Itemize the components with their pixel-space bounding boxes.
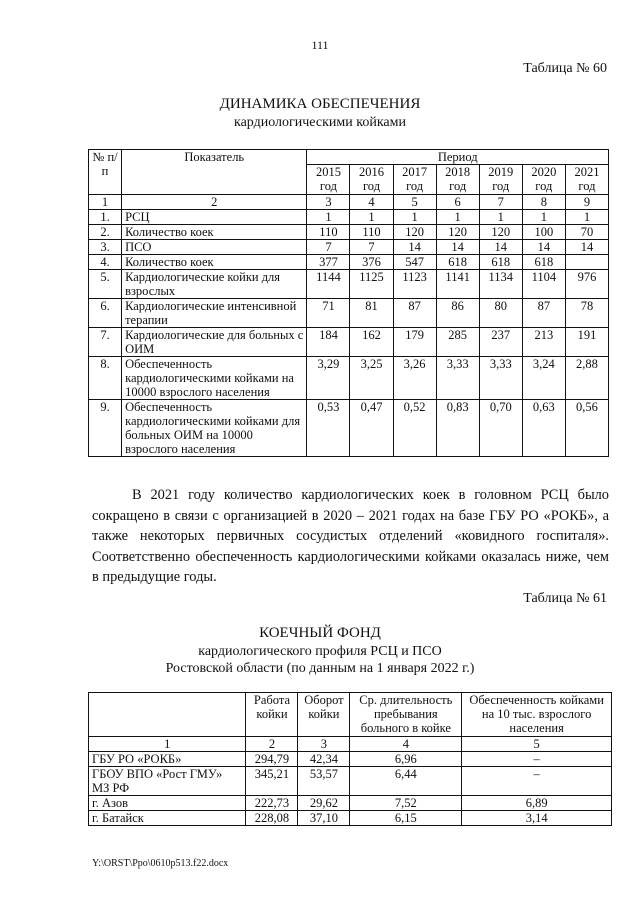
value-cell: 100 [522, 225, 565, 240]
value-cell: 237 [479, 328, 522, 357]
row-label: Обеспеченность кардиологическими койками на 10000 взрослого населения [122, 357, 307, 400]
value-cell: 1134 [479, 270, 522, 299]
value-cell: 1141 [436, 270, 479, 299]
year-header: 2020 год [522, 165, 565, 195]
value-cell: 7,52 [350, 796, 462, 811]
value-cell: 110 [307, 225, 350, 240]
row-label: Кардиологические для больных с ОИМ [122, 328, 307, 357]
value-cell: – [462, 767, 612, 796]
value-cell: – [462, 752, 612, 767]
value-cell: 71 [307, 299, 350, 328]
value-cell: 42,34 [298, 752, 350, 767]
footer-file-path: Y:\ORST\Ppo\0610p513.f22.docx [92, 858, 229, 869]
row-number: 8. [89, 357, 122, 400]
value-cell: 618 [522, 255, 565, 270]
value-cell: 3,33 [436, 357, 479, 400]
row-number: 1. [89, 210, 122, 225]
row-number: 2. [89, 225, 122, 240]
table-row [89, 811, 612, 826]
index-cell: 3 [298, 737, 350, 752]
column-header: Ср. длительность пребывания больного в койке [350, 693, 462, 737]
value-cell: 976 [565, 270, 608, 299]
year-header: 2016 год [350, 165, 393, 195]
row-label: ПСО [122, 240, 307, 255]
row-label: Обеспеченность кардиологическими койками для больных ОИМ на 10000 взрослого населения [122, 400, 307, 457]
value-cell: 1 [522, 210, 565, 225]
value-cell: 87 [393, 299, 436, 328]
value-cell: 70 [565, 225, 608, 240]
header-period: Период [307, 150, 609, 165]
header-indicator: Показатель [122, 150, 307, 195]
table-row [89, 255, 609, 270]
table-row [89, 225, 609, 240]
value-cell: 1 [393, 210, 436, 225]
value-cell: 6,44 [350, 767, 462, 796]
value-cell: 120 [436, 225, 479, 240]
value-cell: 1 [565, 210, 608, 225]
value-cell: 547 [393, 255, 436, 270]
value-cell: 14 [565, 240, 608, 255]
value-cell: 0,56 [565, 400, 608, 457]
value-cell: 3,14 [462, 811, 612, 826]
value-cell: 1 [350, 210, 393, 225]
year-header: 2019 год [479, 165, 522, 195]
table-row [89, 357, 609, 400]
value-cell: 3,33 [479, 357, 522, 400]
row-label: РСЦ [122, 210, 307, 225]
header-empty [89, 693, 246, 737]
year-header: 2021 год [565, 165, 608, 195]
value-cell: 1144 [307, 270, 350, 299]
value-cell: 7 [307, 240, 350, 255]
row-name: ГБУ РО «РОКБ» [89, 752, 246, 767]
row-label: Количество коек [122, 225, 307, 240]
table61-label: Таблица № 61 [523, 591, 607, 606]
table-row [89, 752, 612, 767]
index-cell: 2 [246, 737, 298, 752]
value-cell: 1123 [393, 270, 436, 299]
table-row [89, 328, 609, 357]
row-number: 5. [89, 270, 122, 299]
value-cell: 0,63 [522, 400, 565, 457]
row-number: 9. [89, 400, 122, 457]
value-cell: 191 [565, 328, 608, 357]
table60-subtitle: кардиологическими койками [234, 115, 406, 130]
value-cell: 0,53 [307, 400, 350, 457]
row-label: Кардиологические интенсивной терапии [122, 299, 307, 328]
index-cell: 1 [89, 195, 122, 210]
value-cell: 29,62 [298, 796, 350, 811]
table60 [88, 149, 609, 457]
value-cell: 228,08 [246, 811, 298, 826]
table-row [89, 240, 609, 255]
value-cell: 1104 [522, 270, 565, 299]
value-cell: 162 [350, 328, 393, 357]
index-row [89, 195, 609, 210]
index-cell: 4 [350, 195, 393, 210]
value-cell: 6,89 [462, 796, 612, 811]
value-cell: 179 [393, 328, 436, 357]
value-cell: 0,52 [393, 400, 436, 457]
value-cell: 80 [479, 299, 522, 328]
value-cell: 213 [522, 328, 565, 357]
value-cell: 0,83 [436, 400, 479, 457]
value-cell: 78 [565, 299, 608, 328]
value-cell: 14 [393, 240, 436, 255]
index-row [89, 737, 612, 752]
table-row [89, 400, 609, 457]
value-cell: 81 [350, 299, 393, 328]
row-name: ГБОУ ВПО «Рост ГМУ» МЗ РФ [89, 767, 246, 796]
row-name: г. Азов [89, 796, 246, 811]
table61-subtitle-1: кардиологического профиля РСЦ и ПСО [198, 644, 442, 659]
value-cell [565, 255, 608, 270]
value-cell: 3,25 [350, 357, 393, 400]
value-cell: 1 [307, 210, 350, 225]
row-label: Количество коек [122, 255, 307, 270]
row-number: 7. [89, 328, 122, 357]
index-cell: 6 [436, 195, 479, 210]
index-cell: 2 [122, 195, 307, 210]
value-cell: 86 [436, 299, 479, 328]
value-cell: 7 [350, 240, 393, 255]
value-cell: 0,47 [350, 400, 393, 457]
value-cell: 120 [479, 225, 522, 240]
value-cell: 110 [350, 225, 393, 240]
value-cell: 0,70 [479, 400, 522, 457]
value-cell: 3,24 [522, 357, 565, 400]
table-row [89, 210, 609, 225]
column-header: Обеспеченность койками на 10 тыс. взрослого населения [462, 693, 612, 737]
row-number: 6. [89, 299, 122, 328]
index-cell: 1 [89, 737, 246, 752]
value-cell: 1 [479, 210, 522, 225]
value-cell: 376 [350, 255, 393, 270]
value-cell: 618 [479, 255, 522, 270]
value-cell: 6,15 [350, 811, 462, 826]
value-cell: 285 [436, 328, 479, 357]
value-cell: 87 [522, 299, 565, 328]
table60-label: Таблица № 60 [523, 61, 607, 76]
header-row [89, 693, 612, 737]
table-row [89, 796, 612, 811]
row-number: 4. [89, 255, 122, 270]
table-row [89, 270, 609, 299]
row-number: 3. [89, 240, 122, 255]
value-cell: 3,29 [307, 357, 350, 400]
index-cell: 5 [462, 737, 612, 752]
index-cell: 4 [350, 737, 462, 752]
year-header: 2017 год [393, 165, 436, 195]
value-cell: 1125 [350, 270, 393, 299]
page-number: 111 [311, 38, 329, 52]
index-cell: 8 [522, 195, 565, 210]
column-header: Оборот койки [298, 693, 350, 737]
value-cell: 3,26 [393, 357, 436, 400]
value-cell: 14 [436, 240, 479, 255]
body-paragraph: В 2021 году количество кардиологических коек в головном РСЦ было сокращено в связи с организацией в 2020 – 2021 годах на базе ГБУ РО «РОКБ», а также некоторых первичных сосудистых отделений «ковидного госпиталя». Соответственно обеспеченность кардиологическими койками оказалась ниже, чем в предыдущие годы. [92, 487, 609, 585]
table61 [88, 692, 612, 826]
table60-title: ДИНАМИКА ОБЕСПЕЧЕНИЯ [219, 96, 421, 112]
value-cell: 1 [436, 210, 479, 225]
value-cell: 53,57 [298, 767, 350, 796]
index-cell: 5 [393, 195, 436, 210]
index-cell: 9 [565, 195, 608, 210]
index-cell: 7 [479, 195, 522, 210]
header-num: № п/п [89, 150, 122, 195]
value-cell: 294,79 [246, 752, 298, 767]
value-cell: 618 [436, 255, 479, 270]
year-header: 2015 год [307, 165, 350, 195]
row-name: г. Батайск [89, 811, 246, 826]
value-cell: 37,10 [298, 811, 350, 826]
table-row [89, 299, 609, 328]
table-row [89, 767, 612, 796]
value-cell: 222,73 [246, 796, 298, 811]
value-cell: 2,88 [565, 357, 608, 400]
value-cell: 14 [479, 240, 522, 255]
value-cell: 184 [307, 328, 350, 357]
row-label: Кардиологические койки для взрослых [122, 270, 307, 299]
table61-title: КОЕЧНЫЙ ФОНД [259, 625, 381, 641]
index-cell: 3 [307, 195, 350, 210]
value-cell: 345,21 [246, 767, 298, 796]
value-cell: 14 [522, 240, 565, 255]
value-cell: 377 [307, 255, 350, 270]
column-header: Работа койки [246, 693, 298, 737]
year-header: 2018 год [436, 165, 479, 195]
value-cell: 6,96 [350, 752, 462, 767]
value-cell: 120 [393, 225, 436, 240]
table61-subtitle-2: Ростовской области (по данным на 1 января 2022 г.) [165, 661, 475, 676]
